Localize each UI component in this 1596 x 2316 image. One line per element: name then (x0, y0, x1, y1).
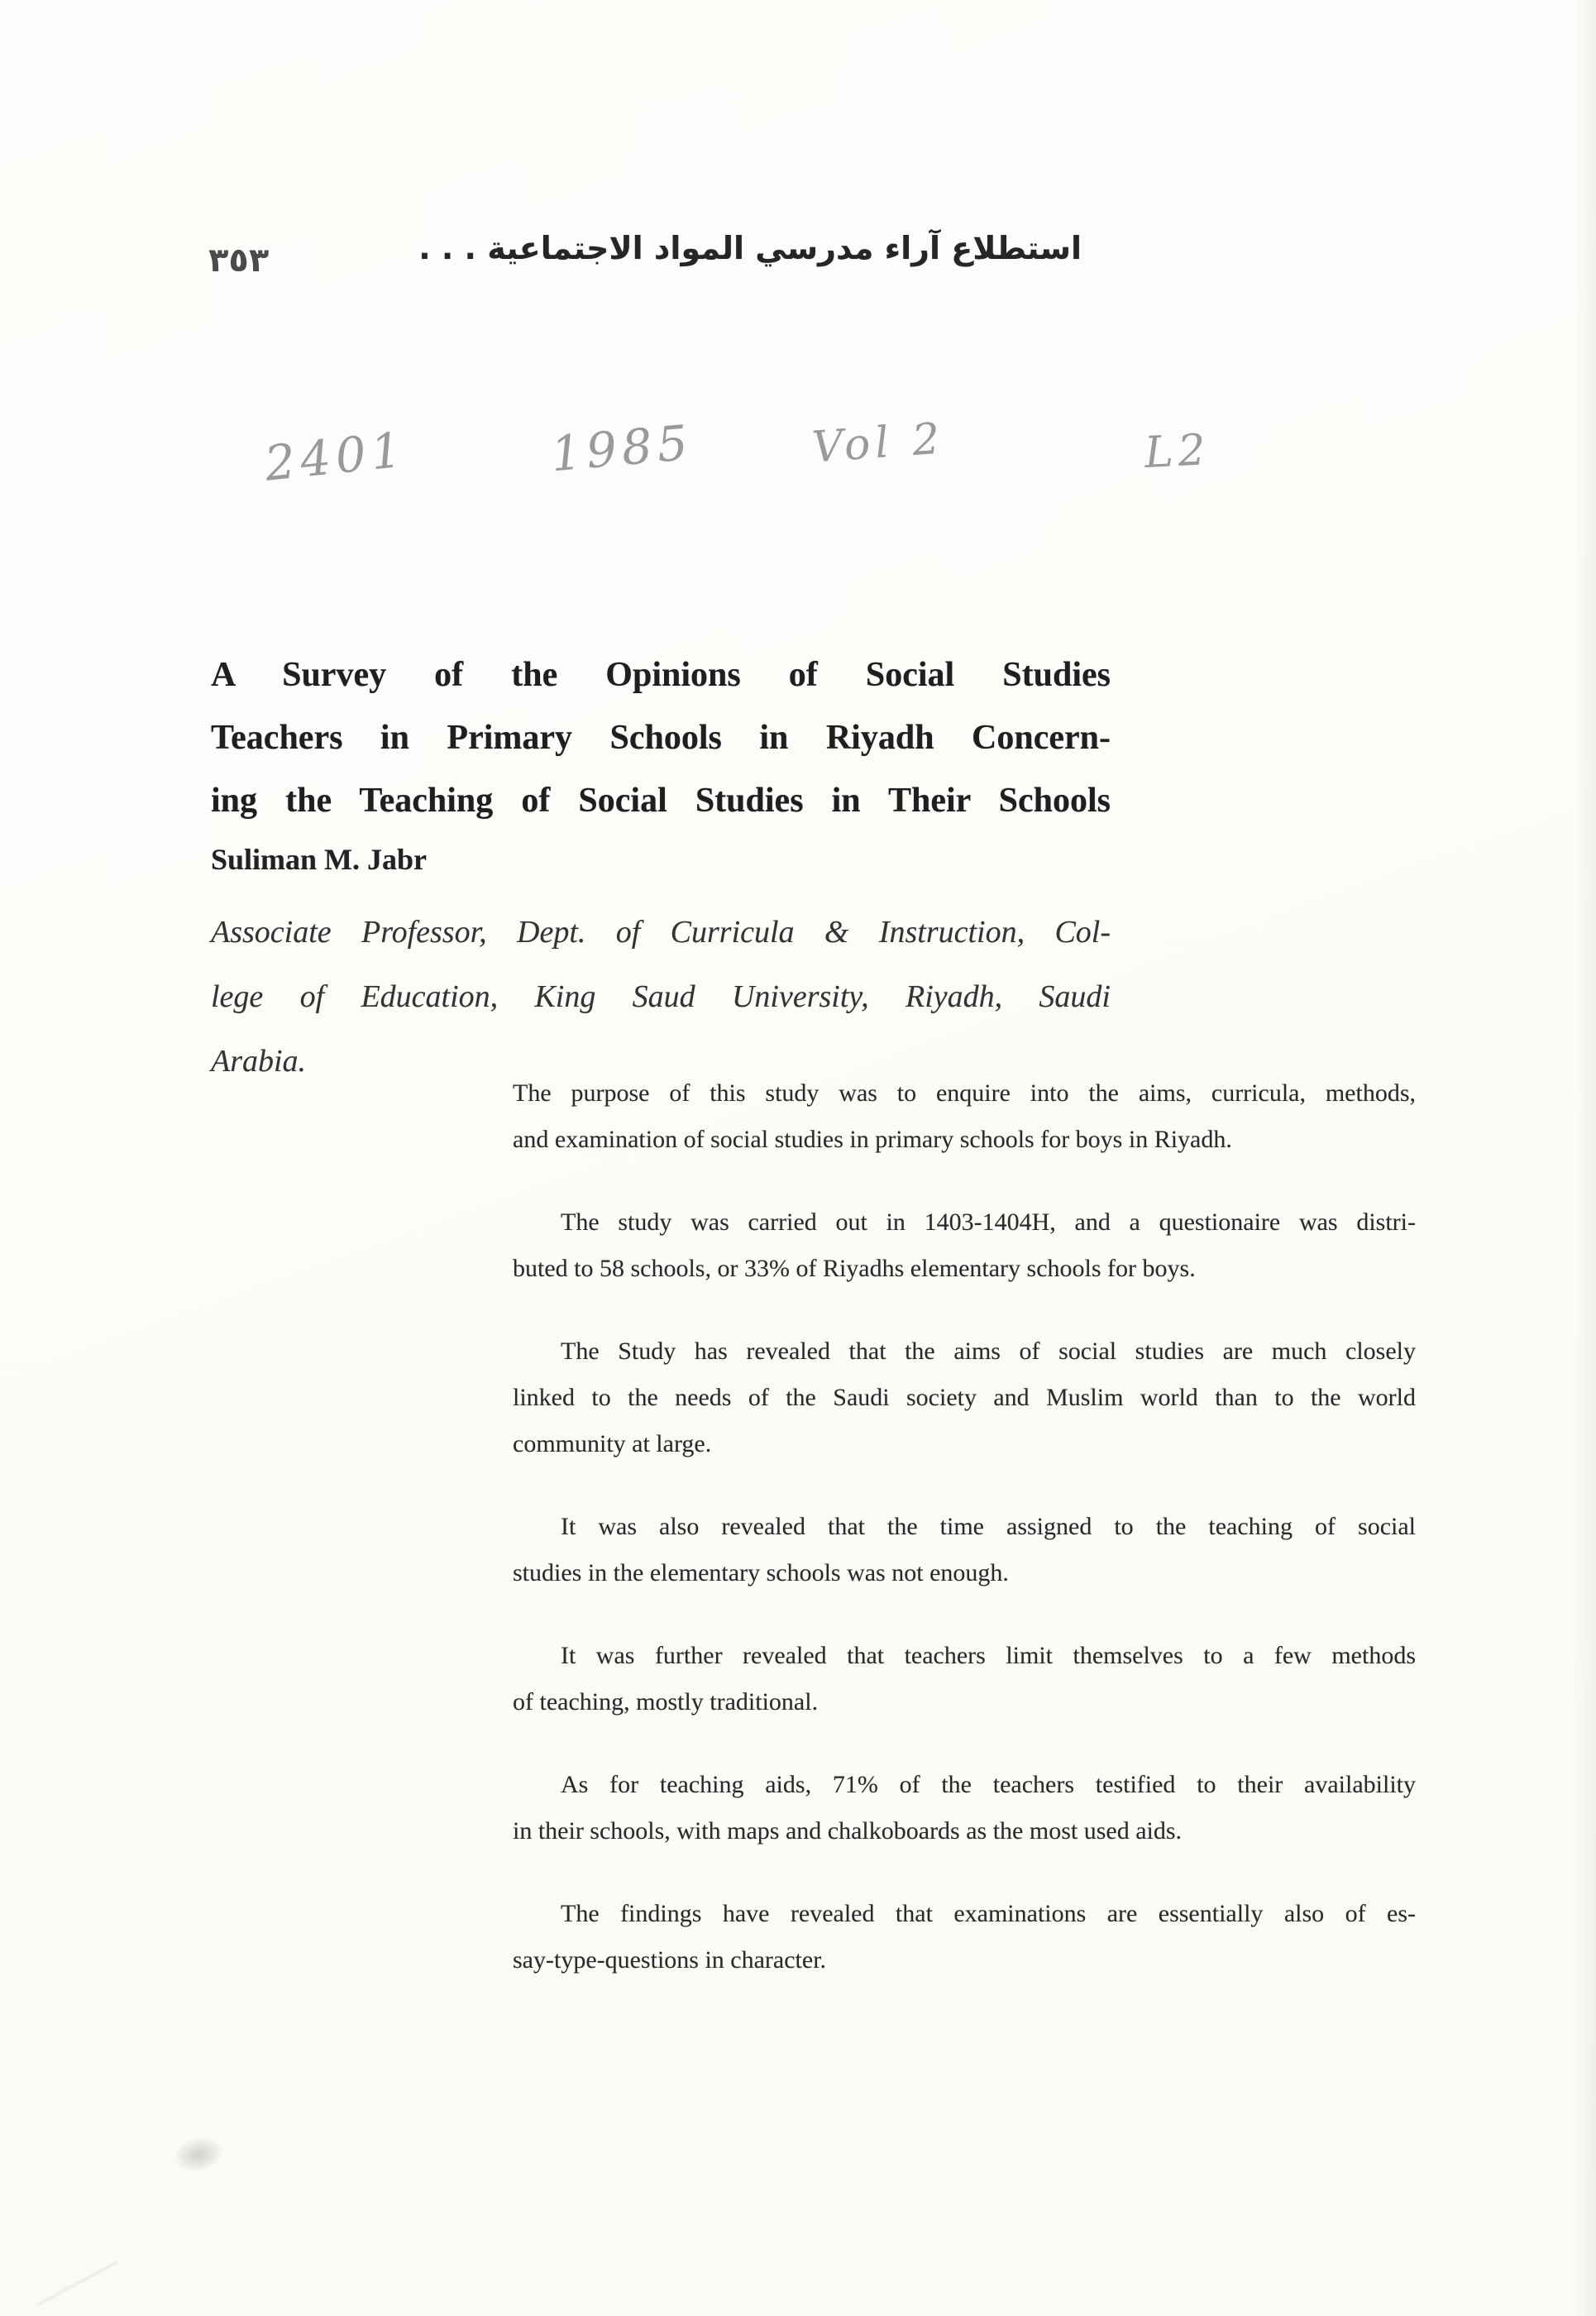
abstract-line: of teaching, mostly traditional. (513, 1688, 819, 1715)
abstract-line: linked to the needs of the Saudi society and Muslim world than to the world (513, 1384, 1416, 1411)
scan-smudge (173, 2135, 225, 2175)
handwritten-shelf-code: L2 (1143, 424, 1212, 479)
affiliation-line: lege of Education, King Saud University, Riyadh, Saudi (211, 979, 1111, 1014)
paper-title-line: Teachers in Primary Schools in Riyadh Concern- (211, 719, 1111, 757)
abstract-paragraph (513, 1633, 1416, 1725)
scan-corner-mark (36, 2261, 117, 2305)
author-name: Suliman M. Jabr (211, 843, 428, 876)
abstract-line: It was also revealed that the time assigned to the teaching of social (561, 1513, 1416, 1540)
abstract-line: in their schools, with maps and chalkoboards as the most used aids. (513, 1817, 1183, 1845)
title-block (211, 644, 1111, 1093)
abstract-paragraph (513, 1891, 1416, 1983)
page-number: ٣٥٣ (208, 242, 270, 280)
handwritten-accession-number: 2401 (261, 421, 409, 492)
handwritten-year: 1985 (548, 414, 695, 483)
affiliation-line: Associate Professor, Dept. of Curricula & Instruction, Col- (211, 915, 1111, 950)
abstract-line: studies in the elementary schools was not enough. (513, 1559, 1009, 1586)
abstract-paragraph (513, 1199, 1416, 1292)
paper-title-line: A Survey of the Opinions of Social Studies (211, 656, 1111, 694)
abstract-line: The findings have revealed that examinations are essentially also of es- (561, 1900, 1416, 1927)
abstract-line: say-type-questions in character. (513, 1946, 827, 1974)
handwritten-volume: Vol 2 (810, 414, 947, 473)
abstract-line: community at large. (513, 1430, 712, 1457)
abstract-line: It was further revealed that teachers limit themselves to a few methods (561, 1642, 1416, 1669)
abstract-line: The Study has revealed that the aims of social studies are much closely (561, 1337, 1416, 1365)
abstract-line: As for teaching aids, 71% of the teachers testified to their availability (561, 1771, 1416, 1798)
abstract-paragraph (513, 1762, 1416, 1854)
affiliation-line: Arabia. (211, 1044, 307, 1079)
running-title-arabic: استطلاع آراء مدرسي المواد الاجتماعية . . . (418, 230, 1082, 266)
abstract-line: The purpose of this study was to enquire into the aims, curricula, methods, (513, 1079, 1416, 1107)
abstract-paragraph (513, 1070, 1416, 1163)
abstract-line: and examination of social studies in primary schools for boys in Riyadh. (513, 1126, 1232, 1153)
scan-edge-shadow (1574, 0, 1596, 2316)
abstract-line: The study was carried out in 1403-1404H, and a questionaire was distri- (561, 1208, 1416, 1236)
abstract (513, 1070, 1416, 2020)
author-affiliation (211, 900, 1111, 1093)
paper-title-line: ing the Teaching of Social Studies in Their Schools (211, 782, 1111, 820)
abstract-line: buted to 58 schools, or 33% of Riyadhs elementary schools for boys. (513, 1255, 1196, 1282)
abstract-paragraph (513, 1504, 1416, 1596)
abstract-paragraph (513, 1328, 1416, 1467)
